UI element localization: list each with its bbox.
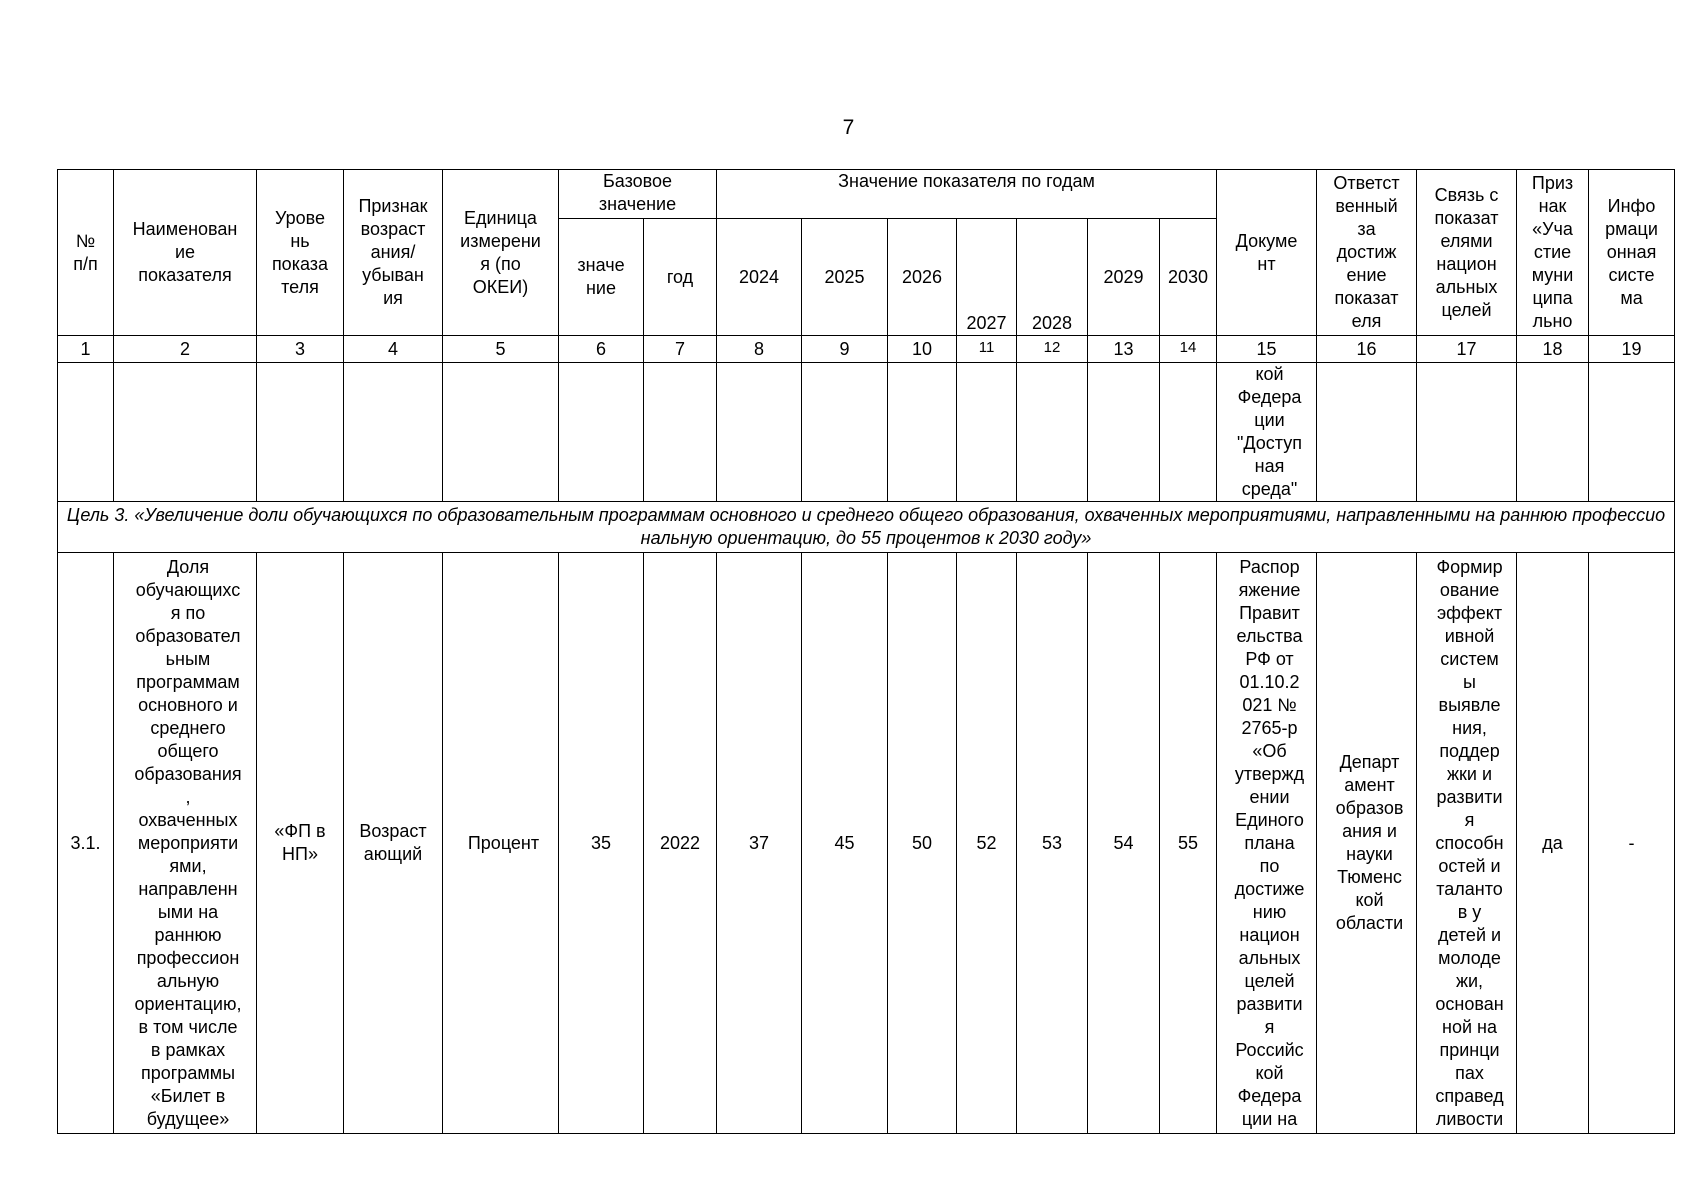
base-value: 35 [559, 553, 644, 1134]
header-document: Докуме нт [1217, 170, 1317, 336]
header-base-value: значе ние [559, 219, 644, 336]
value-2029: 54 [1088, 553, 1160, 1134]
column-number: 17 [1417, 336, 1517, 363]
header-name: Наименован ие показателя [114, 170, 257, 336]
empty-cell [1589, 363, 1675, 502]
column-numbers-row [58, 336, 1675, 363]
empty-cell [1417, 363, 1517, 502]
empty-cell [1517, 363, 1589, 502]
column-number: 18 [1517, 336, 1589, 363]
empty-cell [257, 363, 344, 502]
empty-cell [1088, 363, 1160, 502]
column-number: 6 [559, 336, 644, 363]
column-number: 8 [717, 336, 802, 363]
empty-cell [443, 363, 559, 502]
empty-cell [888, 363, 957, 502]
column-number: 5 [443, 336, 559, 363]
row-number: 3.1. [58, 553, 114, 1134]
column-number: 13 [1088, 336, 1160, 363]
column-number: 7 [644, 336, 717, 363]
link-cell: Формир ование эффект ивной систем ы выявле ния, поддер жки и развити я способн остей и таланто в у детей и молоде жи, основан ной на принци пах справед ливости [1417, 553, 1517, 1134]
header-base-year: год [644, 219, 717, 336]
header-year-2028: 2028 [1017, 219, 1088, 336]
column-number: 3 [257, 336, 344, 363]
header-year-2027: 2027 [957, 219, 1017, 336]
empty-cell [114, 363, 257, 502]
responsible-cell: Департ амент образов ания и науки Тюменс кой области [1317, 553, 1417, 1134]
empty-cell [559, 363, 644, 502]
value-2028: 53 [1017, 553, 1088, 1134]
header-year-2024: 2024 [717, 219, 802, 336]
header-municipal: Приз нак «Уча стие муни ципа льно [1517, 170, 1589, 336]
base-year: 2022 [644, 553, 717, 1134]
value-2024: 37 [717, 553, 802, 1134]
header-base: Базовое значение [559, 170, 717, 219]
header-year-2030: 2030 [1160, 219, 1217, 336]
indicator-name: Доля обучающихс я по образовател ьным программам основного и среднего общего образования , охваченных мероприяти ями, направленн ыми на раннюю профессион альную ориентацию, в том числе в рамках программы «Билет в будущее» [114, 553, 257, 1134]
value-2030: 55 [1160, 553, 1217, 1134]
empty-cell [1017, 363, 1088, 502]
header-no: № п/п [58, 170, 114, 336]
column-number: 16 [1317, 336, 1417, 363]
info-system-cell: - [1589, 553, 1675, 1134]
document-cell: Распор яжение Правит ельства РФ от 01.10.2 021 № 2765-р «Об утвержд ении Единого плана по достиже нию национ альных целей развити я Российс кой Федера ции на [1217, 553, 1317, 1134]
value-2025: 45 [802, 553, 888, 1134]
page-number: 7 [842, 116, 855, 139]
indicator-level: «ФП в НП» [257, 553, 344, 1134]
header-unit: Единица измерени я (по ОКЕИ) [443, 170, 559, 336]
empty-cell [344, 363, 443, 502]
column-number: 10 [888, 336, 957, 363]
table-row [58, 553, 1675, 1134]
empty-cell [1317, 363, 1417, 502]
column-number: 15 [1217, 336, 1317, 363]
header-responsible: Ответст венный за достиж ение показат еля [1317, 170, 1417, 336]
column-number: 11 [957, 336, 1017, 363]
indicator-unit: Процент [443, 553, 559, 1134]
municipal-cell: да [1517, 553, 1589, 1134]
goal-row [58, 502, 1675, 553]
header-year-2025: 2025 [802, 219, 888, 336]
continuation-row [58, 363, 1675, 502]
column-number: 4 [344, 336, 443, 363]
header-year-2029: 2029 [1088, 219, 1160, 336]
empty-cell [644, 363, 717, 502]
header-year-2026: 2026 [888, 219, 957, 336]
indicator-trend: Возраст ающий [344, 553, 443, 1134]
value-2026: 50 [888, 553, 957, 1134]
value-2027: 52 [957, 553, 1017, 1134]
header-trend: Признак возраст ания/ убыван ия [344, 170, 443, 336]
empty-cell [802, 363, 888, 502]
column-number: 19 [1589, 336, 1675, 363]
column-number: 9 [802, 336, 888, 363]
empty-cell [58, 363, 114, 502]
header-level: Урове нь показа теля [257, 170, 344, 336]
column-number: 14 [1160, 336, 1217, 363]
header-info-system: Инфо рмаци онная систе ма [1589, 170, 1675, 336]
column-number: 1 [58, 336, 114, 363]
header-values-by-year: Значение показателя по годам [717, 170, 1217, 219]
empty-cell [717, 363, 802, 502]
continuation-document-cell: кой Федера ции "Доступ ная среда" [1217, 363, 1317, 502]
column-number: 12 [1017, 336, 1088, 363]
header-link: Связь с показат елями национ альных целей [1417, 170, 1517, 336]
goal-title: Цель 3. «Увеличение доли обучающихся по образовательным программам основного и среднего общего образования, охваченных мероприятиями, направленными на раннюю профессиональную ориентацию, до 55 процентов к 2030 году» [58, 502, 1675, 553]
column-number: 2 [114, 336, 257, 363]
empty-cell [957, 363, 1017, 502]
empty-cell [1160, 363, 1217, 502]
indicators-table [57, 169, 1675, 1134]
